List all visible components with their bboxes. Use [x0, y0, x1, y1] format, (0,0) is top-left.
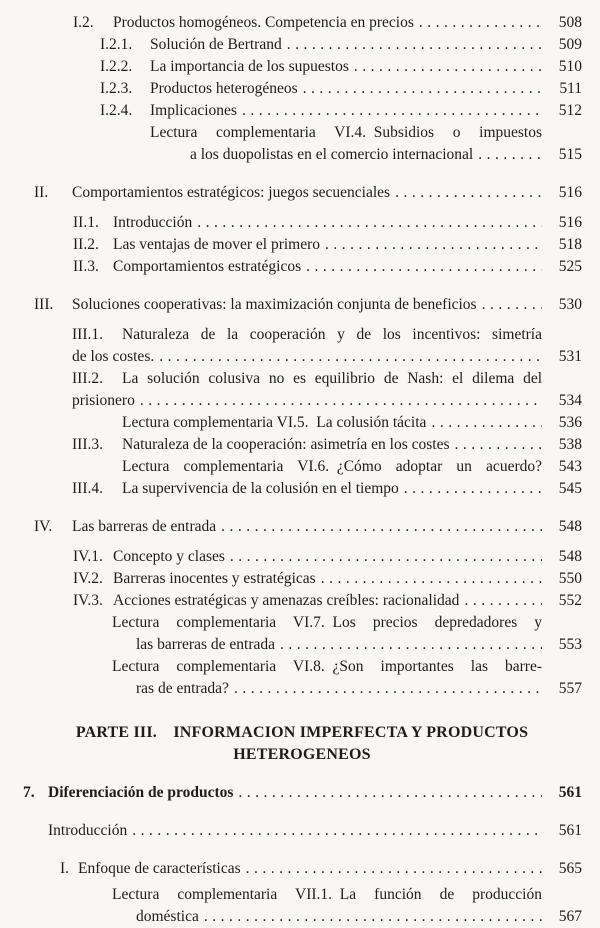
dot-leader [325, 234, 542, 256]
entry-text: Concepto y clases [113, 548, 225, 565]
entry-label: II.3. [73, 258, 99, 275]
entry-label: I.2.1. [100, 36, 133, 53]
toc-entry [0, 478, 582, 500]
entry-page: 548 [558, 518, 582, 535]
entry-text-line1: Lectura complementaria VII.1. La función de producción [112, 886, 542, 903]
entry-page: 557 [558, 680, 582, 697]
entry-page: 510 [558, 58, 582, 75]
entry-label: 7. [23, 784, 35, 801]
entry-page: 530 [558, 296, 582, 313]
entry-label: I.2. [73, 14, 94, 31]
entry-page: 508 [558, 14, 582, 31]
entry-text-line2: ras de entrada? [136, 680, 229, 697]
entry-page: 561 [558, 822, 582, 839]
dot-leader [287, 34, 542, 56]
entry-page: 543 [558, 458, 582, 475]
entry-page: 516 [558, 184, 582, 201]
toc-entry [0, 256, 582, 278]
entry-text: Soluciones cooperativas: la maximización conjunta de beneficios [72, 296, 477, 313]
entry-text: Enfoque de características [78, 860, 241, 877]
toc-entry [0, 858, 582, 880]
dot-leader [395, 182, 542, 204]
dot-leader [419, 12, 542, 34]
dot-leader [132, 820, 542, 842]
entry-page: 516 [558, 214, 582, 231]
entry-text-line2: las barreras de entrada [136, 636, 275, 653]
entry-text: Naturaleza de la cooperación: asimetría en los costes [122, 436, 450, 453]
toc-entry [0, 568, 582, 590]
dot-leader [230, 546, 542, 568]
toc-entry [0, 122, 582, 166]
toc-entry [0, 516, 582, 538]
entry-label: III.4. [72, 480, 103, 497]
entry-text: Implicaciones [150, 102, 237, 119]
entry-label: IV.3. [73, 592, 103, 609]
entry-text: Acciones estratégicas y amenazas creíbles: racionalidad [113, 592, 460, 609]
entry-label: III.2. [72, 370, 103, 387]
toc-entry [0, 612, 582, 656]
entry-page: 553 [558, 636, 582, 653]
dot-leader [306, 256, 542, 278]
toc-entry [0, 78, 582, 100]
entry-text: Productos homogéneos. Competencia en precios [113, 14, 414, 31]
entry-page: 512 [558, 102, 582, 119]
dot-leader [242, 100, 542, 122]
entry-text: Lectura complementaria VI.6. ¿Cómo adoptar un acuerdo? [122, 458, 542, 475]
entry-page: 518 [558, 236, 582, 253]
entry-page: 531 [558, 348, 582, 365]
dot-leader [404, 478, 542, 500]
entry-page: 511 [559, 80, 582, 97]
toc-entry [0, 590, 582, 612]
entry-text-line2: prisionero [72, 392, 135, 409]
entry-text: Las ventajas de mover el primero [113, 236, 321, 253]
entry-label: I.2.4. [100, 102, 133, 119]
entry-page: 509 [558, 36, 582, 53]
dot-leader [204, 906, 542, 928]
entry-text-line1: Lectura complementaria VI.8. ¿Son importantes las barre- [112, 658, 542, 675]
dot-leader [431, 412, 542, 434]
entry-text: Lectura complementaria VI.5. La colusión tácita [122, 414, 427, 431]
entry-text-line2: de los costes. [72, 348, 155, 365]
dot-leader [321, 568, 542, 590]
entry-label: IV. [34, 518, 53, 535]
toc-entry [0, 656, 582, 700]
entry-text-line2: a los duopolistas en el comercio internacional [190, 146, 474, 163]
entry-page: 538 [558, 436, 582, 453]
dot-leader [482, 294, 542, 316]
entry-text: Barreras inocentes y estratégicas [113, 570, 316, 587]
entry-label: II. [34, 184, 49, 201]
dot-leader [197, 212, 542, 234]
entry-page: 545 [558, 480, 582, 497]
toc-entry [0, 546, 582, 568]
entry-text: Solución de Bertrand [150, 36, 282, 53]
entry-label: I.2.3. [100, 80, 133, 97]
entry-text: Comportamientos estratégicos: juegos secuenciales [72, 184, 391, 201]
entry-text: Introducción [113, 214, 193, 231]
entry-text-line1: Naturaleza de la cooperación y de los incentivos: simetría [122, 326, 542, 343]
dot-leader [303, 78, 542, 100]
entry-text: Productos heterogéneos [150, 80, 298, 97]
toc-entry [0, 34, 582, 56]
entry-page: 515 [558, 146, 582, 163]
entry-text: Introducción [48, 822, 128, 839]
toc-entry [0, 456, 582, 478]
entry-page: 548 [558, 548, 582, 565]
dot-leader [354, 56, 542, 78]
toc-entry [0, 368, 582, 412]
entry-text: La supervivencia de la colusión en el tiempo [122, 480, 399, 497]
toc-entry [0, 12, 582, 34]
toc-entry [0, 56, 582, 78]
toc-entry [0, 294, 582, 316]
dot-leader [221, 516, 542, 538]
entry-label: III. [34, 296, 54, 313]
dot-leader [140, 390, 542, 412]
dot-leader [234, 678, 542, 700]
entry-text: Las barreras de entrada [72, 518, 217, 535]
toc-entry [0, 434, 582, 456]
entry-label: III.1. [72, 326, 103, 343]
entry-text-line1: Lectura complementaria VI.7. Los precios depredadores y [112, 614, 542, 631]
entry-text: Comportamientos estratégicos [113, 258, 302, 275]
toc-entry [0, 234, 582, 256]
part-heading [22, 722, 582, 766]
entry-text: La importancia de los supuestos [150, 58, 349, 75]
toc-entry [0, 782, 582, 804]
toc-entry [0, 412, 582, 434]
entry-label: I.2.2. [100, 58, 133, 75]
entry-label: III.3. [72, 436, 103, 453]
entry-page: 552 [558, 592, 582, 609]
entry-label: II.1. [73, 214, 99, 231]
entry-page: 534 [558, 392, 582, 409]
toc-entry [0, 820, 582, 842]
entry-page: 561 [558, 784, 582, 801]
part-heading-line: HETEROGENEOS [233, 746, 371, 763]
dot-leader [455, 434, 542, 456]
dot-leader [464, 590, 542, 612]
dot-leader [478, 144, 542, 166]
entry-page: 567 [558, 908, 582, 925]
dot-leader [238, 782, 542, 804]
dot-leader [159, 346, 542, 368]
toc-entry [0, 182, 582, 204]
entry-page: 525 [558, 258, 582, 275]
dot-leader [280, 634, 542, 656]
entry-label: IV.2. [73, 570, 103, 587]
toc-entry [0, 324, 582, 368]
entry-text: Diferenciación de productos [48, 784, 234, 801]
toc-entry [0, 212, 582, 234]
entry-text-line1: La solución colusiva no es equilibrio de Nash: el dilema del [122, 370, 542, 387]
entry-page: 565 [558, 860, 582, 877]
entry-page: 550 [558, 570, 582, 587]
toc-entry [0, 884, 582, 928]
part-heading-line: PARTE III. INFORMACION IMPERFECTA Y PRODUCTOS [75, 724, 529, 741]
entry-label: IV.1. [73, 548, 103, 565]
entry-page: 536 [558, 414, 582, 431]
entry-label: I. [60, 860, 70, 877]
entry-label: II.2. [73, 236, 99, 253]
entry-text-line2: doméstica [136, 908, 199, 925]
entry-text-line1: Lectura complementaria VI.4. Subsidios o impuestos [150, 124, 542, 141]
toc-entry [0, 100, 582, 122]
dot-leader [246, 858, 542, 880]
